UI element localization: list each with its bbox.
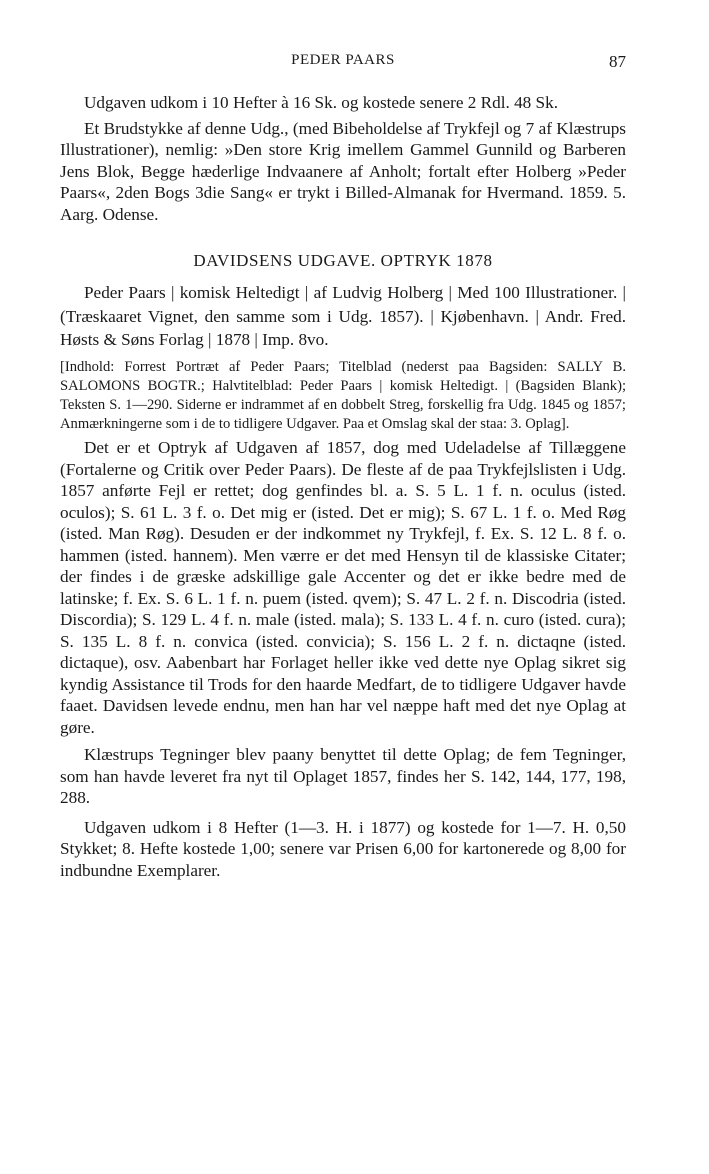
paragraph-issue-prices-1878: Udgaven udkom i 8 Hefter (1—3. H. i 1877) og kostede for 1—7. H. 0,50 Stykket; 8. Hefte kostede 1,00; senere var Prisen 6,00 for kartonerede og 8,00 for indbundne Exemplarer. <box>60 817 626 880</box>
running-title: PEDER PAARS <box>291 52 395 68</box>
paragraph-issue-price: Udgaven udkom i 10 Hefter à 16 Sk. og kostede senere 2 Rdl. 48 Sk. <box>84 93 559 112</box>
contents-note: [Indhold: Forrest Portræt af Peder Paars; Titelblad (nederst paa Bagsiden: SALLY B. SALOMONS BOGTR.; Halvtitelblad: Peder Paars | komisk Heltedigt. | (Bagsiden Blank); Teksten S. 1—290. Siderne er indrammet af en dobbelt Streg, forskellig fra Udg. 1845 og 1857; Anmærkningerne som i de to tidligere Udgaver. Paa et Omslag skal der staa: 3. Oplag]. <box>60 358 626 433</box>
section-heading: DAVIDSENS UDGAVE. OPTRYK 1878 <box>193 251 493 270</box>
bibliographic-entry: Peder Paars | komisk Heltedigt | af Ludvig Holberg | Med 100 Illustrationer. | (Træskaaret Vignet, den samme som i Udg. 1857). | Kjøbenhavn. | Andr. Fred. Høsts & Søns Forlag | 1878 | Imp. 8vo. <box>60 283 626 349</box>
paragraph-excerpt: Et Brudstykke af denne Udg., (med Bibeholdelse af Trykfejl og 7 af Klæstrups Illustrationer), nemlig: »Den store Krig imellem Gammel Gunnild og Barberen Jens Blok, Begge hæderlige Indvaanere af Anholt; fortalt efter Holberg »Peder Paars«, 2den Bogs 3die Sang« er trykt i Billed-Almanak for Hvermand. 1859. 5. Aarg. Odense. <box>60 118 626 224</box>
page-number: 87 <box>609 52 626 71</box>
running-header <box>60 52 626 76</box>
paragraph-drawings: Klæstrups Tegninger blev paany benyttet til dette Oplag; de fem Tegninger, som han havde leveret fra nyt til Oplaget 1857, findes her S. 142, 144, 177, 198, 288. <box>60 745 626 808</box>
paragraph-reprint-errors: Det er et Optryk af Udgaven af 1857, dog med Udeladelse af Tillæggene (Fortalerne og Critik over Peder Paars). De fleste af de paa Trykfejlslisten i Udg. 1857 anførte Fejl er rettet; dog genfindes bl. a. S. 5 L. 1 f. n. oculus (isted. oculos); S. 61 L. 3 f. o. Det mig er (isted. Det er mig); S. 67 L. 1 f. o. Med Røg (isted. Man Røg). Desuden er der indkommet ny Trykfejl, f. Ex. S. 12 L. 8 f. o. hammen (isted. hannem). Men værre er det med Hensyn til de klassiske Citater; der findes i de græske adskillige gale Accenter og det er ikke bedre med de latinske; f. Ex. S. 6 L. 1 f. n. puem (isted. qvem); S. 47 L. 2 f. n. Discodria (isted. Discordia); S. 129 L. 4 f. n. male (isted. mala); S. 133 L. 4 f. n. curo (isted. cura); S. 135 L. 8 f. n. convica (isted. convicia); S. 156 L. 2 f. n. dictaqne (isted. dictaque), osv. Aabenbart har Forlaget heller ikke ved dette nye Oplag sikret sig kyndig Assistance til Trods for den haarde Medfart, de to tidligere Udgaver havde faaet. Davidsen levede endnu, men han har vel næppe haft med det nye Oplag at gøre. <box>60 438 626 737</box>
page-body <box>60 92 626 881</box>
